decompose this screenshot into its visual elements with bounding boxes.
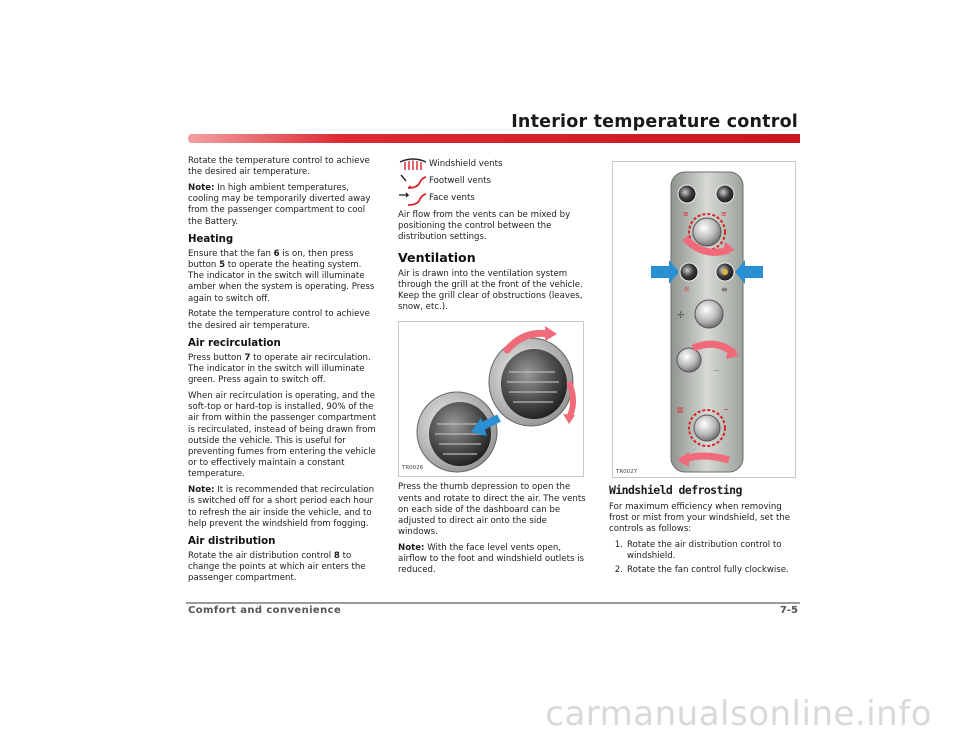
paragraph: Press the thumb depression to open the vents and rotate to direct the air. The vents on each side of the dashboard can be adjusted to direct air onto the side windows. (398, 482, 586, 538)
paragraph-recirculation (188, 353, 378, 387)
heading-air-recirculation: Air recirculation (188, 337, 281, 349)
paragraph: Air flow from the vents can be mixed by positioning the control between the distribution settings. (398, 210, 571, 243)
column-middle (398, 156, 588, 581)
note-text: It is recommended that recirculation is switched off for a short period each hour to refresh the air inside the vehicle, and to help prevent the windshield from fogging. (188, 485, 375, 529)
text: Press button (188, 352, 245, 363)
paragraph: When air recirculation is operating, and the soft-top or hard-top is installed, 90% of the air from within the passenger compartment is recirculated, instead of being drawn from outside the vehicle. This is useful for preventing fumes from entering the vehicle or to effectively maintain a constant temperature. (188, 391, 377, 480)
text: to operate air recirculation. The indicator in the switch will illuminate green. Press again to switch off. (188, 352, 371, 386)
paragraph-heating (188, 249, 378, 305)
vent-label: Footwell vents (429, 175, 492, 186)
paragraph: Rotate the temperature control to achieve the desired air temperature. (188, 309, 370, 331)
svg-text:≡: ≡ (683, 210, 689, 218)
text: to operate the heating system. The indicator in the switch will illuminate amber when the system is operating. Press again to switch off. (188, 260, 375, 304)
ref-number: 7 (244, 352, 251, 363)
figure-label: TR0027 (616, 469, 638, 475)
header-accent-bar (186, 134, 800, 143)
vent-legend-windshield (398, 156, 588, 173)
face-vent-icon (398, 190, 428, 207)
windshield-vent-icon (398, 156, 428, 173)
column-left (188, 156, 378, 589)
column-right (609, 484, 800, 578)
note-paragraph (188, 183, 378, 228)
svg-text:⌒: ⌒ (713, 370, 720, 378)
paragraph: Air is drawn into the ventilation system through the grill at the front of the vehicle. Keep the grill clear of obstructions (leaves, snow, etc.). (398, 268, 583, 313)
note-text: With the face level vents open, airflow to the foot and windshield outlets is reduced. (398, 543, 585, 576)
svg-text:≡: ≡ (721, 210, 727, 218)
vent-label: Face vents (429, 192, 475, 203)
note-label: Note: (188, 183, 215, 193)
footer-section: Comfort and convenience (188, 605, 342, 616)
svg-text:▥: ▥ (677, 406, 684, 414)
svg-text:✢: ✢ (677, 311, 685, 321)
list-item (609, 540, 800, 562)
vent-legend-footwell (398, 173, 588, 190)
figure-label: TR0026 (402, 465, 424, 472)
ref-number: 8 (333, 551, 340, 562)
footwell-vent-icon (398, 173, 428, 190)
figure-control-panel-tr0027 (612, 161, 796, 478)
climate-control-panel-illustration (613, 162, 796, 478)
svg-text:☼: ☼ (683, 285, 691, 294)
paragraph-distribution (188, 551, 378, 585)
heading-ventilation: Ventilation (398, 249, 476, 265)
step-number: 2. (614, 564, 623, 575)
page-number: 7-5 (779, 605, 798, 616)
note-paragraph (188, 485, 378, 530)
list-item (609, 565, 800, 576)
note-label: Note: (398, 543, 425, 554)
paragraph: Rotate the temperature control to achieve the desired air temperature. (188, 156, 370, 178)
page-title: Interior temperature control (511, 112, 798, 132)
figure-vents-tr0026 (398, 321, 584, 477)
ref-number: 6 (273, 248, 280, 259)
air-vent-illustration (399, 322, 584, 477)
paragraph: For maximum efficiency when removing frost or mist from your windshield, set the controls as follows: (609, 502, 791, 535)
text: is on, then press button (188, 248, 354, 271)
watermark: carmanualsonline.info (545, 694, 932, 734)
step-text: Rotate the fan control fully clockwise. (627, 564, 789, 575)
vent-label: Windshield vents (429, 158, 503, 169)
text: Rotate the air distribution control (188, 551, 334, 562)
note-label: Note: (188, 485, 215, 496)
heading-air-distribution: Air distribution (188, 536, 276, 548)
note-text: In high ambient temperatures, cooling may be temporarily diverted away from the passenger compartment to cool the Battery. (188, 183, 371, 227)
heading-windshield-defrosting: Windshield defrosting (609, 483, 742, 497)
text: Ensure that the fan (188, 248, 274, 259)
vent-legend-face (398, 190, 588, 207)
steps-list (609, 540, 800, 576)
svg-text:~: ~ (723, 406, 729, 414)
step-number: 1. (614, 540, 623, 551)
svg-text:≡: ≡ (721, 285, 728, 294)
footer-rule (186, 602, 800, 604)
note-paragraph (398, 543, 588, 577)
ref-number: 5 (219, 260, 226, 271)
text: to change the points at which air enters the passenger compartment. (188, 551, 366, 584)
heading-heating: Heating (188, 233, 234, 245)
step-text: Rotate the air distribution control to windshield. (627, 540, 782, 562)
